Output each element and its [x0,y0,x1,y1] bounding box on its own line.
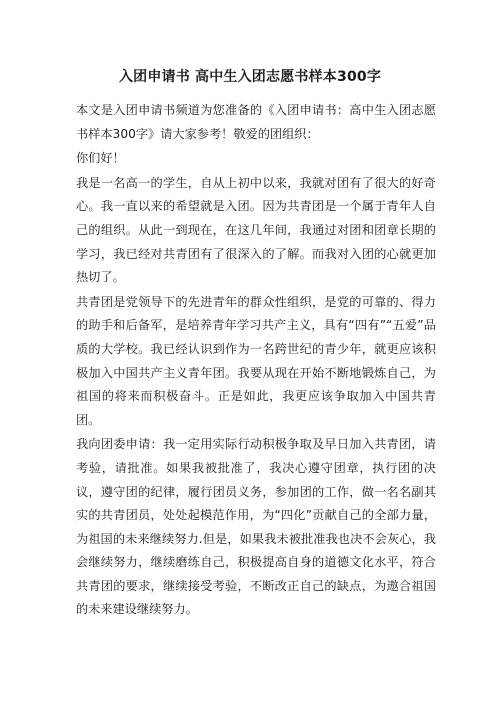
paragraph-body-3: 我向团委申请：我一定用实际行动积极争取及早日加入共青团，请考验，请批准。如果我被批准了，我决心遵守团章，执行团的决议，遵守团的纪律，履行团员义务，参加团的工作，做一名名副其实的共青团员，处处起模范作用，为“四化”贡献自己的全部力量，为祖国的未来继续努力.但是，如果我未被批准我也决不会灰心，我会继续努力，继续磨练自己，积极提高自身的道德文化水平，符合共青团的要求，继续接受考验，不断改正自己的缺点，为遨合祖国的未来建设继续努力。 [76,437,436,617]
paragraph-body-1: 我是一名高一的学生，自从上初中以来，我就对团有了很大的好奇心。我一直以来的希望就是入团。因为共青团是一个属于青年人自己的组织。从此一到现在，在这几年间，我通过对团和团章长期的学习，我已经对共青团有了很深入的了解。而我对入团的心就更加热切了。 [76,175,436,285]
paragraph-intro: 本文是入团申请书频道为您准备的《入团申请书：高中生入团志愿书样本300字》请大家参考！敬爱的团组织： [76,103,436,141]
paragraph-greeting: 你们好！ [76,151,125,166]
paragraph-body-2: 共青团是党领导下的先进青年的群众性组织，是党的可靠的、得力的助手和后备军，是培养青年学习共产主义，具有“四有”“五爱”品质的大学校。我已经认识到作为一名跨世纪的青少年，就更应该积极加入中国共产主义青年团。我要从现在开始不断地锻炼自己，为祖国的将来而积极奋斗。正是如此，我更应该争取加入中国共青团。 [76,294,436,427]
document-title: 入团申请书 高中生入团志愿书样本300字 [118,69,382,85]
